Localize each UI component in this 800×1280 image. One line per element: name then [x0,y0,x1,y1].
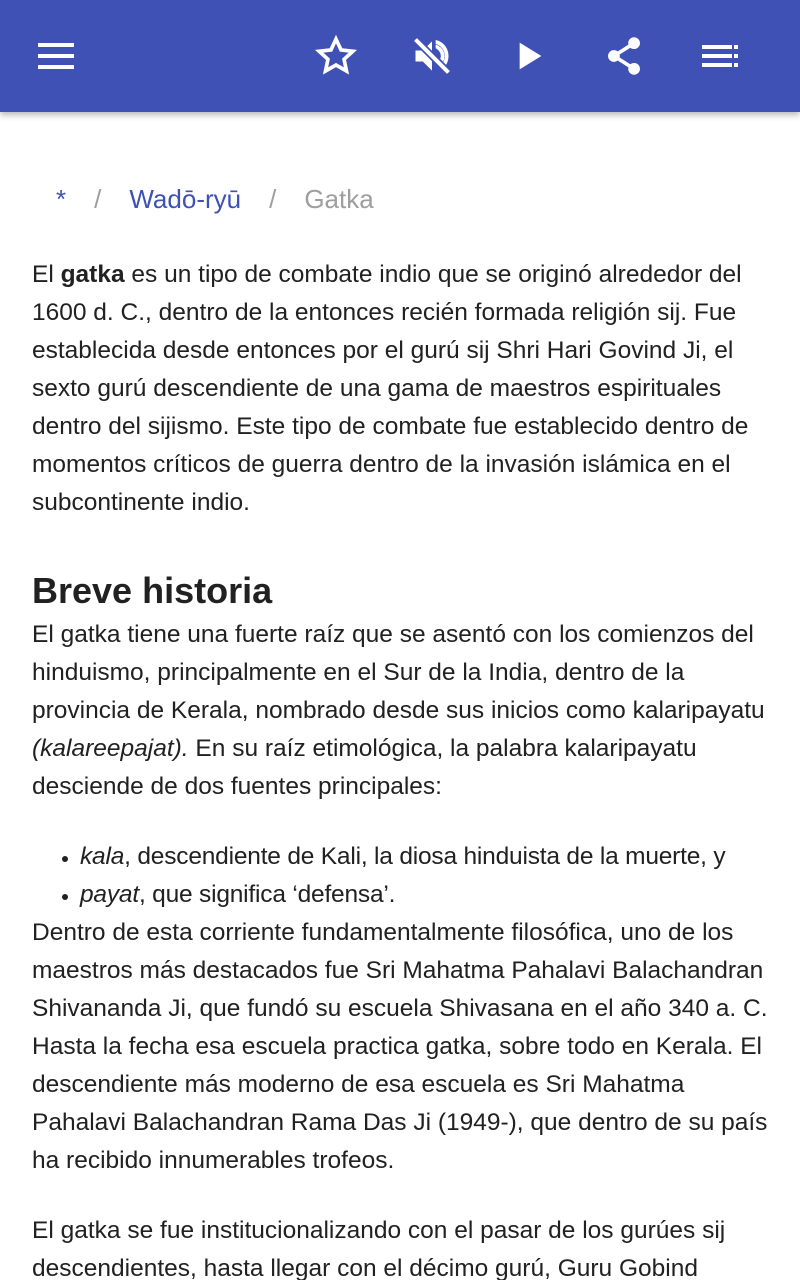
breadcrumb-separator: / [94,184,102,214]
play-icon [508,36,548,76]
favorite-button[interactable] [304,24,368,88]
playlist-button[interactable] [688,24,752,88]
breadcrumb-home-link[interactable]: * [56,184,67,214]
breadcrumb [56,182,374,216]
play-button[interactable] [496,24,560,88]
intro-bold-term: gatka [60,261,125,288]
etymology-list [32,838,772,914]
article-body [32,256,772,1280]
share-button[interactable] [592,24,656,88]
history-paragraph-1: El gatka tiene una fuerte raíz que se asentó con los comienzos del hinduismo, principalmente en el Sur de la India, dentro de la provincia de Kerala, nombrado desde sus inicios como kalaripayatu (kalareepajat). En su raíz etimológica, la palabra kalaripayatu desciende de dos fuentes principales: [32,621,765,800]
breadcrumb-separator: / [269,184,277,214]
history-paragraph-3: El gatka se fue institucionalizando con el pasar de los gurúes sij descendientes, hasta llegar con el décimo gurú, Guru Gobind [32,1217,726,1280]
history-paragraph-2: Dentro de esta corriente fundamentalmente filosófica, uno de los maestros más destacados fue Sri Mahatma Pahalavi Balachandran Shivananda Ji, que fundó su escuela Shivasana en el año 340 a. C. Hasta la fecha esa escuela practica gatka, sobre todo en Kerala. El descendiente más moderno de esa escuela es Sri Mahatma Pahalavi Balachandran Rama Das Ji (1949-), que dentro de su país ha recibido innumerables trofeos. [32,919,768,1174]
italic-term: (kalareepajat). [32,735,189,762]
share-icon [602,34,646,78]
list-item: • kala, descendiente de Kali, la diosa hinduista de la muerte, y [80,838,772,876]
breadcrumb-current: Gatka [304,184,374,214]
intro-paragraph: El gatka es un tipo de combate indio que se originó alrededor del 1600 d. C., dentro de la entonces recién formada religión sij. Fue establecida desde entonces por el gurú sij Shri Hari Govind Ji, el sexto gurú descendiente de una gama de maestros espirituales dentro del sijismo. Este tipo de combate fue establecido dentro de momentos críticos de guerra dentro de la invasión islámica en el subcontinente indio. [32,261,749,516]
breadcrumb-parent-link[interactable]: Wadō-ryū [129,184,242,214]
volume-off-icon [410,34,454,78]
mute-button[interactable] [400,24,464,88]
menu-icon [36,36,76,76]
article-content [0,112,800,1280]
menu-button[interactable] [24,24,88,88]
section-heading: Breve historia [32,570,273,611]
app-toolbar [0,0,800,112]
star-icon [314,34,358,78]
list-item: • payat, que significa ‘defensa’. [80,876,772,914]
playlist-icon [700,36,740,76]
